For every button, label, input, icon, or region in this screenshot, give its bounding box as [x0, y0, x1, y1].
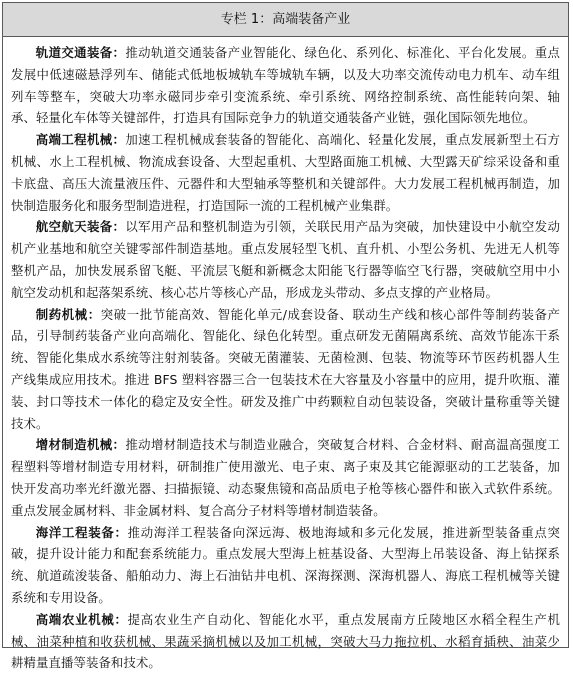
feature-box [2, 2, 569, 671]
term-label: 高端农业机械： [35, 611, 128, 627]
paragraph-text: 提高农业生产自动化、智能化水平，重点发展南方丘陵地区水稻全程生产机械、油菜种植和收获机械、果蔬采摘机械以及加工机械，突破大马力拖拉机、水稻育插秧、油菜少耕精量直播等装备和技术。 [11, 611, 560, 671]
paragraph-additive-manufacturing [11, 434, 560, 521]
term-label: 增材制造机械： [35, 437, 126, 453]
paragraph-text: 突破一批节能高效、智能化单元/成套设备、联动生产线和核心部件等制药装备产品，引导制药装备产业向高端化、智能化、绿色化转型。重点研发无菌隔离系统、高效节能冻干系统、智能化集成水系统等注射剂装备。突破无菌灌装、无菌检测、包装、物流等环节医药机器人生产线集成应用技术。推进 BFS 塑料容器三合一包装技术在大容量及小容量中的应用，提升吹瓶、灌装、封口等技术一体化的稳定及安全性。研发及推广中药颗粒自动包装设备，突破计量称重等关键技术。 [11, 306, 561, 431]
paragraph-text: 加速工程机械成套装备的智能化、高端化、轻量化发展，重点发展新型土石方机械、水上工程机械、物流成套设备、大型起重机、大型路面施工机械、大型露天矿综采设备和重卡底盘、高压大流量液压件、元器件和大型轴承等整机和关键部件。大力发展工程机械再制造，加快制造服务化和服务型制造进程，打造国际一流的工程机械产业集群。 [11, 132, 561, 213]
paragraph-text: 以军用产品和整机制造为引领，关联民用产品为突破，加快建设中小航空发动机产业基地和航空关键零部件制造基地。重点发展轻型飞机、直升机、小型公务机、先进无人机等整机产品，加快发展系留飞艇、平流层飞艇和新概念太阳能飞行器等临空飞行器，突破航空用中小航空发动机和起落架系统、核心芯片等核心产品，形成龙头带动、多点支撑的产业格局。 [11, 219, 561, 300]
paragraph-construction-machinery [11, 129, 560, 216]
paragraph-text: 推动轨道交通装备产业智能化、绿色化、系列化、标准化、平台化发展。重点发展中低速磁悬浮列车、储能式低地板城轨车等城轨车辆，以及大功率交流传动电力机车、动车组列车等整车，突破大功率永磁同步牵引变流系统、牵引系统、网络控制系统、高性能转向架、轴承、轻量化车体等关键部件，打造具有国际竞争力的轨道交通装备产业链，强化国际领先地位。 [11, 45, 561, 126]
paragraph-marine-engineering [11, 522, 560, 609]
paragraph-rail-transit [11, 42, 560, 129]
paragraph-text: 推动增材制造技术与制造业融合，突破复合材料、合金材料、耐高温高强度工程塑料等增材制造专用材料，研制推广使用激光、电子束、离子束及其它能源驱动的工艺装备，加快开发高功率光纤激光器、扫描振镜、动态聚焦镜和高品质电子枪等核心器件和嵌入式软件系统。重点发展金属材料、非金属材料、复合高分子材料等增材制造装备。 [11, 437, 561, 518]
paragraph-pharma-machinery [11, 304, 560, 435]
paragraph-agricultural-machinery [11, 609, 560, 674]
term-label: 高端工程机械： [35, 132, 126, 148]
box-title: 专栏 1：高端装备产业 [3, 3, 568, 37]
paragraph-aerospace [11, 216, 560, 303]
term-label: 海洋工程装备： [35, 524, 128, 540]
paragraph-text: 推动海洋工程装备向深远海、极地海域和多元化发展，推进新型装备重点突破，提升设计能力和配套系统能力。重点发展大型海上桩基设备、大型海上吊装设备、海上钻探系统、航道疏浚装备、船舶动力、海上石油钻井电机、深海探测、深海机器人、海底工程机械等关键系统和专用设备。 [11, 524, 560, 605]
term-label: 轨道交通装备： [35, 45, 126, 60]
term-label: 制药机械： [35, 306, 101, 322]
term-label: 航空航天装备： [35, 219, 126, 235]
box-body [3, 37, 568, 674]
